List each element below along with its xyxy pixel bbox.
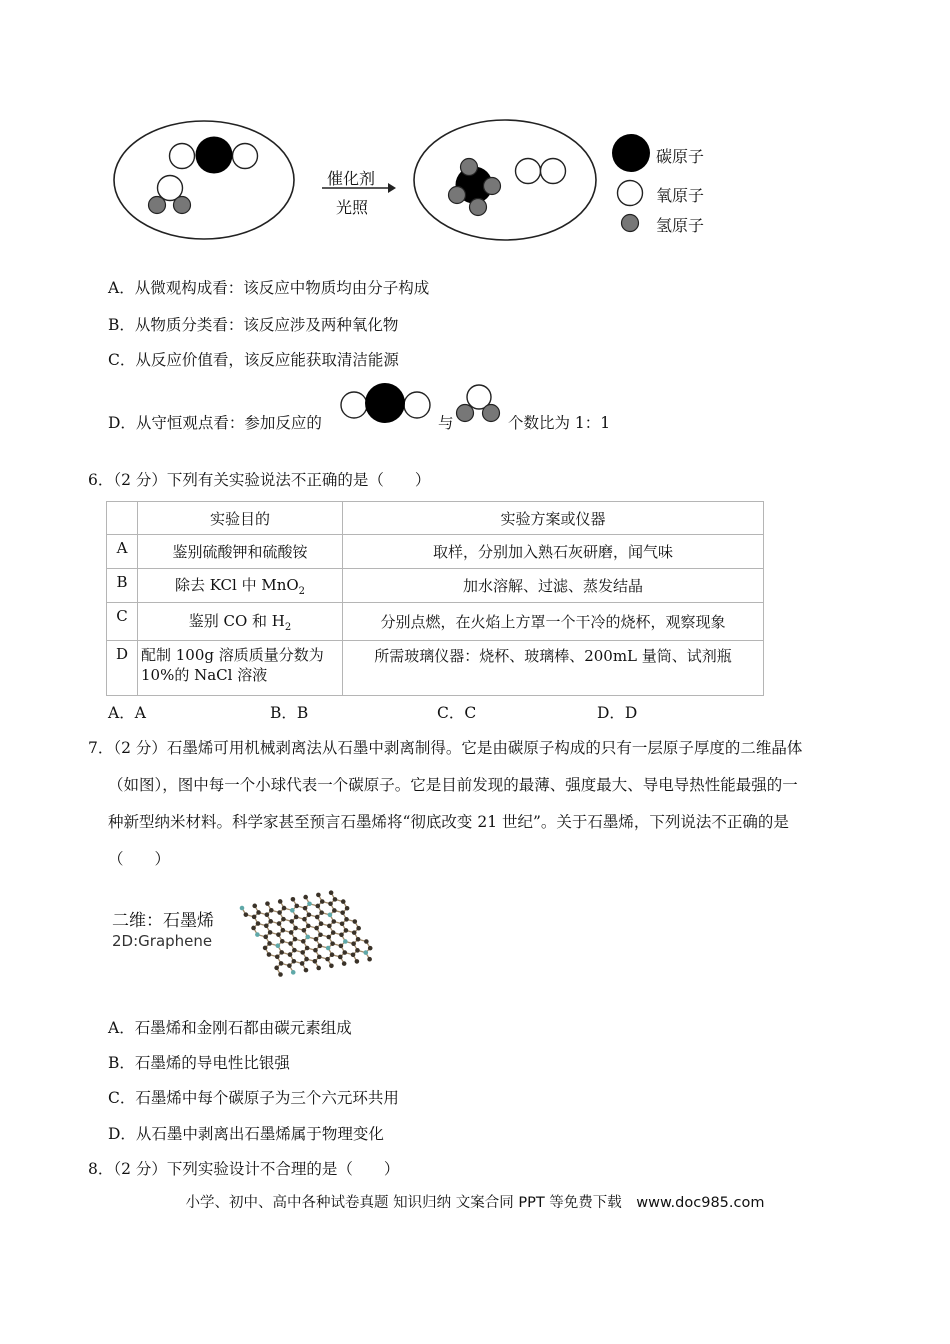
table-row: [107, 535, 764, 569]
graphene-atom: [304, 957, 309, 962]
graphene-atom: [277, 910, 282, 915]
graphene-atom: [330, 952, 335, 957]
oxygen-atom: [170, 144, 195, 169]
graphene-atom: [344, 928, 349, 933]
q7-option-a[interactable]: A．石墨烯和金刚石都由碳元素组成: [108, 1019, 352, 1037]
q7-line-3: 种新型纳米材料。科学家甚至预言石墨烯将“彻底改变 21 世纪”。关于石墨烯，下列说法不正确的是: [108, 813, 789, 831]
graphene-atom: [279, 950, 284, 955]
row-goal: 鉴别硫酸钾和硫酸铵: [138, 535, 343, 569]
graphene-atom: [339, 933, 344, 938]
graphene-atom: [294, 904, 299, 909]
graphene-atom: [320, 899, 325, 904]
q8-stem: 8．（2 分）下列实验设计不合理的是（ ）: [88, 1160, 400, 1178]
graphene-atom: [343, 939, 348, 944]
graphene-atom: [331, 919, 336, 924]
q5-option-d-suffix: 个数比为 1：1: [508, 414, 611, 432]
table-header-row: [107, 502, 764, 535]
graphene-atom: [303, 906, 308, 911]
graphene-atom: [293, 937, 298, 942]
q6-stem: 6．（2 分）下列有关实验说法不正确的是（ ）: [88, 471, 431, 489]
graphene-atom: [318, 944, 323, 949]
experiment-table: [106, 501, 764, 696]
graphene-atom: [278, 972, 283, 977]
graphene-atom: [300, 961, 305, 966]
graphene-label-cn: 二维：石墨烯: [112, 911, 214, 931]
hydrogen-atom: [449, 187, 466, 204]
page-footer: 小学、初中、高中各种试卷真题 知识归纳 文案合同 PPT 等免费下载 www.doc985.com: [185, 1195, 765, 1211]
reaction-diagram: [100, 110, 740, 250]
graphene-atom: [281, 928, 286, 933]
carbon-atom: [196, 137, 233, 174]
graphene-atom: [325, 957, 330, 962]
graphene-atom: [269, 908, 274, 913]
graphene-atom: [274, 966, 279, 971]
legend-carbon-label: 碳原子: [656, 147, 705, 166]
graphene-atom: [263, 946, 268, 951]
graphene-atom: [279, 961, 284, 966]
legend-hydrogen-label: 氢原子: [656, 216, 705, 235]
graphene-atom: [300, 950, 305, 955]
q7-option-c[interactable]: C．石墨烯中每个碳原子为三个六元环共用: [108, 1089, 399, 1107]
table-row: [107, 603, 764, 641]
arrow-head: [388, 183, 396, 193]
graphene-atom: [256, 921, 261, 926]
graphene-atom: [276, 932, 281, 937]
graphene-atom: [356, 937, 361, 942]
graphene-atom: [314, 937, 319, 942]
row-goal: 配制 100g 溶质质量分数为10%的 NaCl 溶液: [138, 641, 343, 696]
graphene-atom: [302, 928, 307, 933]
graphene-atom: [368, 946, 373, 951]
row-goal: 除去 KCl 中 MnO$_2$: [138, 569, 343, 603]
q5-option-c[interactable]: C．从反应价值看，该反应能获取清洁能源: [108, 351, 399, 369]
graphene-atom: [275, 954, 280, 959]
hydrogen-atom: [484, 178, 501, 195]
q6-answer-c[interactable]: C．C: [437, 704, 477, 722]
graphene-atom: [255, 932, 260, 937]
graphene-atom: [330, 941, 335, 946]
graphene-atom: [314, 926, 319, 931]
table-row: [107, 641, 764, 696]
graphene-atom: [313, 959, 318, 964]
q7-option-d[interactable]: D．从石墨中剥离出石墨烯属于物理变化: [108, 1125, 384, 1143]
arrow-label-top: 催化剂: [327, 169, 376, 188]
legend-hydrogen-icon: [622, 215, 639, 232]
graphene-atom: [352, 930, 357, 935]
graphene-atom: [268, 930, 273, 935]
graphene-atom: [319, 910, 324, 915]
graphene-atom: [341, 899, 346, 904]
graphene-atom: [268, 919, 273, 924]
graphene-atom: [351, 941, 356, 946]
graphene-atom: [338, 955, 343, 960]
row-key: C: [107, 603, 138, 641]
graphene-atom: [333, 897, 338, 902]
graphene-atom: [345, 906, 350, 911]
graphene-atom: [306, 924, 311, 929]
graphene-atom: [316, 893, 321, 898]
q5-option-d-mid: 与: [438, 414, 454, 432]
row-plan: 所需玻璃仪器：烧杯、玻璃棒、200mL 量筒、试剂瓶: [343, 641, 764, 696]
graphene-atom: [293, 926, 298, 931]
legend-carbon-icon: [612, 134, 650, 172]
graphene-atom: [344, 917, 349, 922]
graphene-atom: [315, 904, 320, 909]
graphene-atom: [363, 950, 368, 955]
graphene-atom: [327, 924, 332, 929]
graphene-atom: [291, 897, 296, 902]
graphene-atom: [264, 923, 269, 928]
graphene-atom: [307, 901, 312, 906]
graphene-atom: [294, 915, 299, 920]
q6-answer-b[interactable]: B．B: [270, 704, 309, 722]
graphene-atom: [303, 895, 308, 900]
graphene-atom: [291, 970, 296, 975]
graphene-atom: [328, 913, 333, 918]
row-key: B: [107, 569, 138, 603]
graphene-atom: [326, 946, 331, 951]
graphene-atom: [292, 959, 297, 964]
q7-line-1: 7．（2 分）石墨烯可用机械剥离法从石墨中剥离制得。它是由碳原子构成的只有一层原子厚度的二维晶体: [88, 739, 803, 757]
q7-line-2: （如图），图中每一个小球代表一个碳原子。它是目前发现的最薄、强度最大、导电导热性能最强的一: [108, 776, 798, 794]
graphene-atom: [326, 935, 331, 940]
table-row: [107, 569, 764, 603]
arrow-label-bottom: 光照: [336, 198, 369, 217]
graphene-atom: [267, 941, 272, 946]
graphene-atom: [305, 935, 310, 940]
graphene-atom: [342, 961, 347, 966]
legend-oxygen-label: 氧原子: [656, 186, 705, 205]
graphene-atom: [339, 944, 344, 949]
graphene-atom: [278, 899, 283, 904]
graphene-atom: [263, 935, 268, 940]
h2o-molecule-icon: [453, 383, 505, 427]
graphene-atom: [282, 906, 287, 911]
graphene-atom: [313, 948, 318, 953]
graphene-atom: [281, 917, 286, 922]
graphene-atom: [328, 901, 333, 906]
graphene-atom: [301, 939, 306, 944]
graphene-atom: [252, 904, 257, 909]
graphene-atom: [288, 941, 293, 946]
row-key: A: [107, 535, 138, 569]
graphene-atom: [265, 912, 270, 917]
graphene-atom: [353, 919, 358, 924]
graphene-atom: [356, 926, 361, 931]
graphene-atom: [302, 917, 307, 922]
graphene-atom: [332, 908, 337, 913]
hydrogen-atom: [470, 199, 487, 216]
graphene-atom: [256, 910, 261, 915]
row-goal: 鉴别 CO 和 $H_2$: [138, 603, 343, 641]
products-ellipse: [414, 120, 596, 240]
q5-option-d-prefix: D．从守恒观点看：参加反应的: [108, 414, 322, 432]
graphene-atom: [289, 919, 294, 924]
graphene-atom: [340, 910, 345, 915]
graphene-atom: [355, 959, 360, 964]
graphene-atom: [331, 930, 336, 935]
q6-answer-a[interactable]: A．A: [108, 704, 146, 722]
legend-oxygen-icon: [618, 181, 643, 206]
hydrogen-atom: [174, 197, 191, 214]
hydrogen-atom: [149, 197, 166, 214]
row-plan: 取样，分别加入熟石灰研磨，闻气味: [343, 535, 764, 569]
q7-line-4: （ ）: [108, 850, 171, 868]
graphene-atom: [351, 952, 356, 957]
q6-answer-d[interactable]: D．D: [597, 704, 638, 722]
graphene-atom: [289, 930, 294, 935]
oxygen-atom: [541, 159, 566, 184]
row-plan: 分别点燃，在火焰上方罩一个干冷的烧杯，观察现象: [343, 603, 764, 641]
oxygen-atom: [516, 159, 541, 184]
graphene-atom: [355, 948, 360, 953]
graphene-atom: [240, 906, 245, 911]
graphene-lattice-image: [222, 880, 392, 1000]
graphene-atom: [276, 943, 281, 948]
graphene-atom: [287, 963, 292, 968]
graphene-atom: [307, 913, 312, 918]
q5-option-d[interactable]: [108, 411, 322, 433]
graphene-atom: [251, 926, 256, 931]
graphene-atom: [317, 955, 322, 960]
graphene-atom: [280, 939, 285, 944]
q5-option-b[interactable]: B．从物质分类看：该反应涉及两种氧化物: [108, 316, 399, 334]
graphene-atom: [329, 890, 334, 895]
graphene-atom: [367, 957, 372, 962]
graphene-atom: [329, 963, 334, 968]
graphene-atom: [292, 948, 297, 953]
header-plan: 实验方案或仪器: [343, 502, 764, 535]
header-goal: 实验目的: [138, 502, 343, 535]
hydrogen-atom: [461, 159, 478, 176]
graphene-label-en: 2D:Graphene: [112, 932, 213, 950]
graphene-atom: [252, 915, 257, 920]
graphene-atom: [315, 915, 320, 920]
q5-option-a[interactable]: A．从微观构成看：该反应中物质均由分子构成: [108, 279, 430, 297]
row-plan: 加水溶解、过滤、蒸发结晶: [343, 569, 764, 603]
graphene-atom: [304, 968, 309, 973]
graphene-atom: [288, 952, 293, 957]
reactants-ellipse: [114, 121, 294, 239]
graphene-atom: [364, 939, 369, 944]
header-key-cell: [107, 502, 138, 535]
q7-option-b[interactable]: B．石墨烯的导电性比银强: [108, 1054, 290, 1072]
graphene-atom: [318, 932, 323, 937]
graphene-atom: [277, 921, 282, 926]
graphene-atom: [265, 901, 270, 906]
co2-molecule-icon: [338, 383, 434, 427]
graphene-atom: [316, 966, 321, 971]
graphene-atom: [267, 952, 272, 957]
graphene-atom: [290, 908, 295, 913]
graphene-atom: [319, 921, 324, 926]
graphene-atom: [244, 912, 249, 917]
graphene-atom: [305, 946, 310, 951]
row-key: D: [107, 641, 138, 696]
graphene-atom: [342, 950, 347, 955]
oxygen-atom: [233, 144, 258, 169]
graphene-atom: [340, 921, 345, 926]
